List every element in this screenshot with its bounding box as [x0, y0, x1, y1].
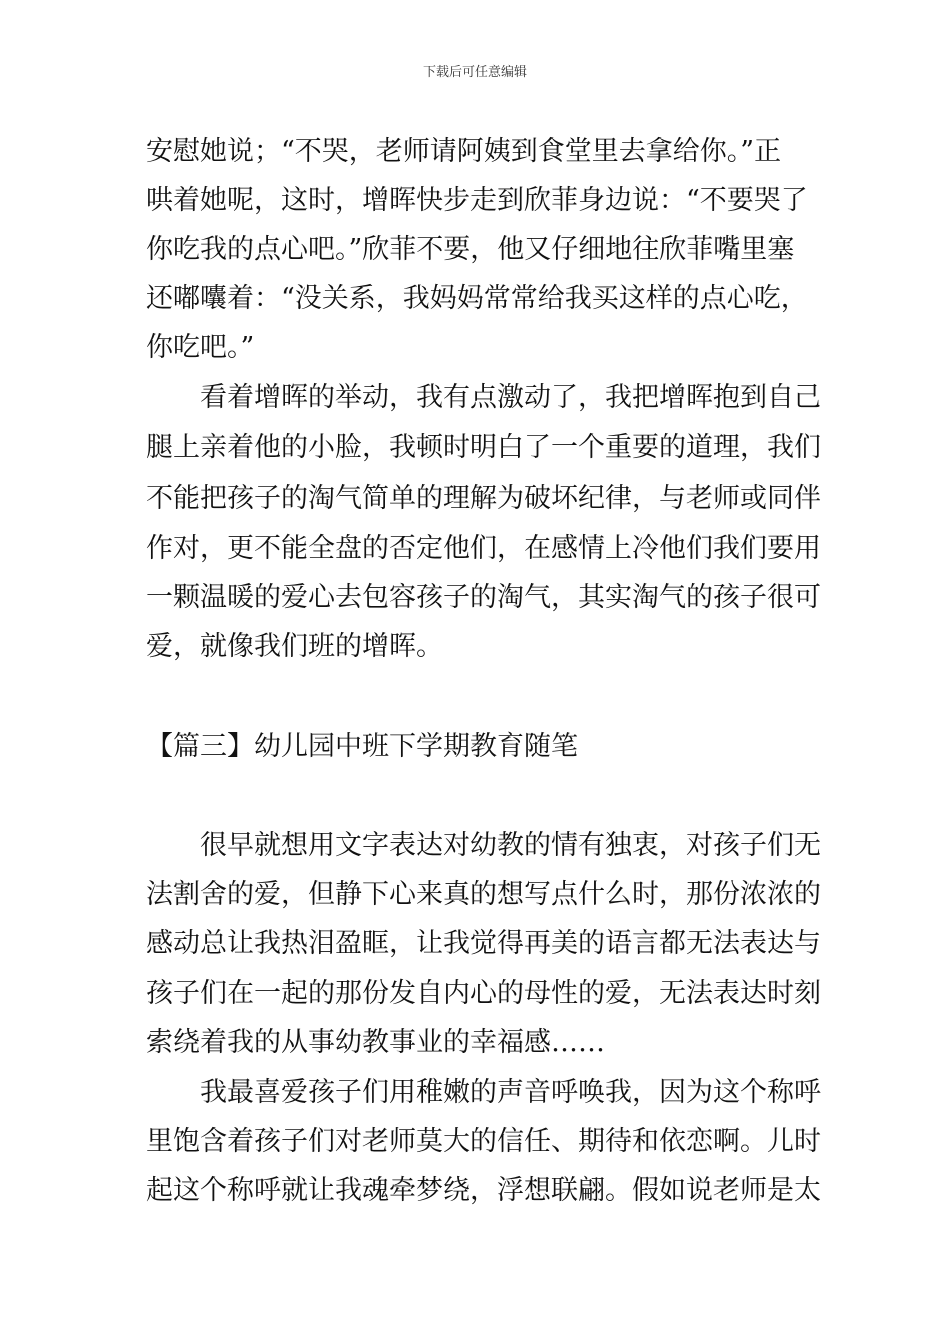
paragraph-first-line: 我最喜爱孩子们用稚嫩的声音呼唤我，因为这个称呼: [200, 1077, 821, 1108]
text-line: 索绕着我的从事幼教事业的幸福感……: [146, 1027, 605, 1058]
text-line: 你吃吧。”: [146, 332, 255, 363]
paragraph-first-line: 看着增晖的举动，我有点激动了，我把增晖抱到自己: [200, 382, 821, 413]
text-line: 法割舍的爱，但静下心来真的想写点什么时，那份浓浓的: [146, 879, 821, 910]
text-line: 腿上亲着他的小脸，我顿时明白了一个重要的道理，我们: [146, 432, 821, 463]
section-heading: 【篇三】幼儿园中班下学期教育随笔: [146, 731, 578, 762]
text-line: 起这个称呼就让我魂牵梦绕，浮想联翩。假如说老师是太: [146, 1175, 821, 1206]
text-line: 安慰她说；“不哭，老师请阿姨到食堂里去拿给你。”正: [146, 136, 782, 167]
text-line: 里饱含着孩子们对老师莫大的信任、期待和依恋啊。儿时: [146, 1126, 821, 1157]
text-line: 爱，就像我们班的增晖。: [146, 631, 443, 662]
page-header-note: 下载后可任意编辑: [422, 65, 527, 80]
paragraph-first-line: 很早就想用文字表达对幼教的情有独衷，对孩子们无: [200, 830, 821, 861]
text-line: 还嘟囔着：“没关系，我妈妈常常给我买这样的点心吃，: [146, 283, 808, 314]
text-line: 一颗温暖的爱心去包容孩子的淘气，其实淘气的孩子很可: [146, 582, 821, 613]
text-line: 作对，更不能全盘的否定他们，在感情上冷他们我们要用: [146, 533, 821, 564]
text-line: 不能把孩子的淘气简单的理解为破坏纪律，与老师或同伴: [146, 483, 821, 514]
text-line: 你吃我的点心吧。”欣菲不要，他又仔细地往欣菲嘴里塞: [146, 234, 795, 265]
text-line: 孩子们在一起的那份发自内心的母性的爱，无法表达时刻: [146, 978, 821, 1009]
text-line: 哄着她呢，这时，增晖快步走到欣菲身边说：“不要哭了: [146, 185, 808, 216]
text-line: 感动总让我热泪盈眶，让我觉得再美的语言都无法表达与: [146, 928, 821, 959]
